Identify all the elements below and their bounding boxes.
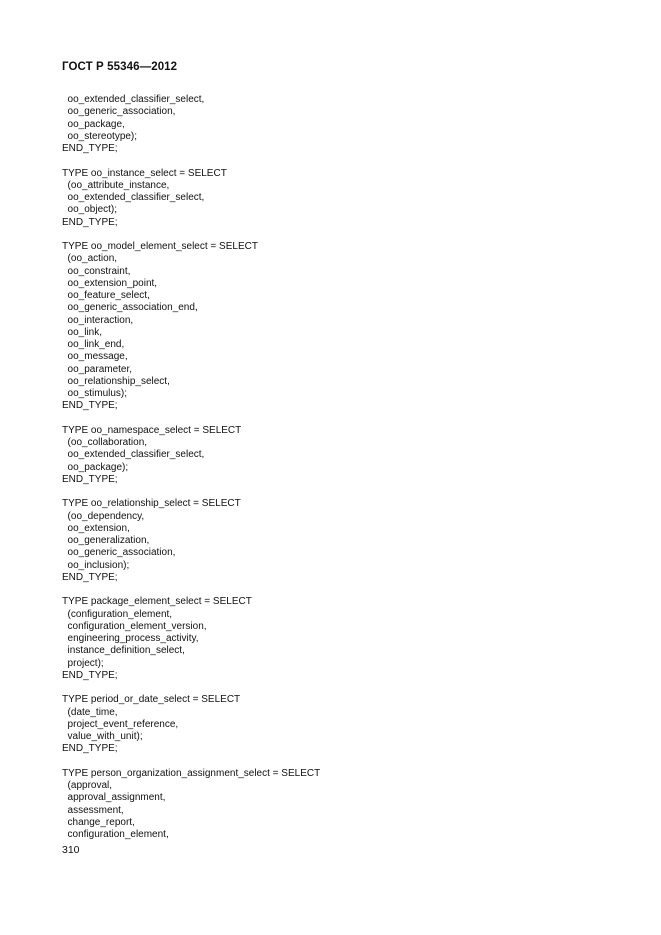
code-line: oo_object); [62,204,118,216]
code-line: oo_inclusion); [62,559,130,571]
code-line: (date_time, [62,706,118,718]
code-line: value_with_unit); [62,731,143,742]
code-line: TYPE oo_relationship_select = SELECT [62,498,241,510]
code-line: END_TYPE; [62,669,118,681]
code-line [62,756,320,768]
code-line [62,413,320,425]
code-line: oo_extended_classifier_select, [62,94,205,105]
code-line: oo_extension, [62,522,130,534]
code-line: END_TYPE; [62,216,118,228]
code-line: change_report, [62,816,135,828]
code-line: oo_interaction, [62,314,134,326]
code-line: (oo_attribute_instance, [62,179,170,191]
code-line [62,155,320,167]
code-line [62,682,320,694]
code-line: instance_definition_select, [62,645,185,657]
code-line: project_event_reference, [62,718,179,730]
code-line: oo_generic_association_end, [62,302,198,314]
code-line: project); [62,657,104,669]
code-line: oo_extension_point, [62,277,158,289]
code-line: oo_parameter, [62,363,133,375]
code-line: engineering_process_activity, [62,633,199,644]
code-line: oo_extended_classifier_select, [62,449,205,461]
code-line: oo_constraint, [62,265,131,277]
code-line: oo_package); [62,461,129,473]
code-line: (oo_collaboration, [62,437,148,448]
code-line: END_TYPE; [62,743,118,755]
document-standard-header: ГОСТ Р 55346—2012 [62,61,178,73]
code-line: oo_link, [62,326,103,338]
code-line: TYPE oo_model_element_select = SELECT [62,241,258,252]
code-line: oo_feature_select, [62,290,150,301]
code-line: TYPE package_element_select = SELECT [62,596,252,608]
code-line: END_TYPE; [62,473,118,485]
code-line [62,229,320,241]
code-line: (approval, [62,780,113,791]
code-line: oo_message, [62,351,128,363]
code-line: END_TYPE; [62,143,118,154]
code-line: END_TYPE; [62,571,118,583]
code-line: oo_package, [62,118,125,130]
code-line: oo_generic_association, [62,547,176,559]
code-line [62,584,320,596]
code-line: oo_generalization, [62,535,150,546]
code-line: (oo_action, [62,253,118,265]
code-line: (configuration_element, [62,608,173,620]
code-line: oo_stimulus); [62,388,128,399]
code-line: oo_link_end, [62,339,125,350]
code-line: oo_stereotype); [62,130,138,142]
code-line: assessment, [62,804,124,816]
code-line: END_TYPE; [62,400,118,412]
code-line: configuration_element, [62,829,169,840]
page-number: 310 [62,844,80,856]
code-line [62,486,320,498]
code-line: TYPE oo_instance_select = SELECT [62,167,227,179]
code-line: (oo_dependency, [62,510,145,522]
code-line: approval_assignment, [62,792,166,804]
code-line: TYPE period_or_date_select = SELECT [62,694,241,706]
code-line: TYPE person_organization_assignment_select = SELECT [62,767,321,779]
code-line: configuration_element_version, [62,620,207,632]
code-line: oo_extended_classifier_select, [62,192,205,203]
code-line: oo_relationship_select, [62,375,170,387]
code-line: oo_generic_association, [62,106,176,118]
code-line: TYPE oo_namespace_select = SELECT [62,424,242,436]
express-code-listing [62,94,320,841]
